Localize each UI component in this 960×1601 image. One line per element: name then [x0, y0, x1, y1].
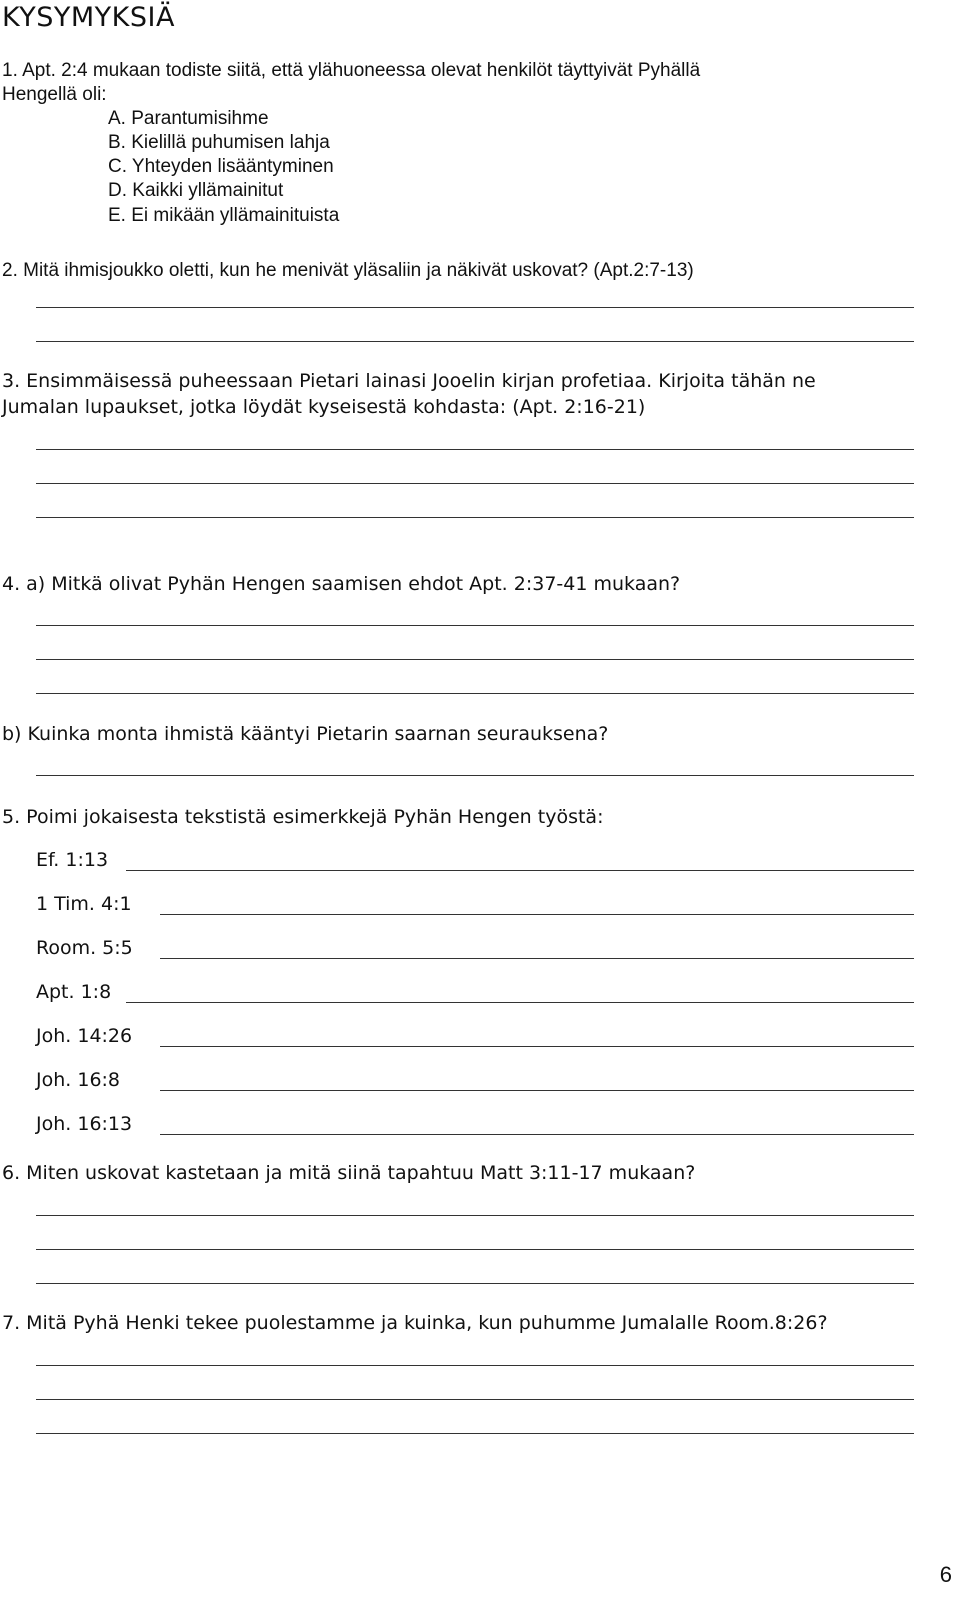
question-7: 7. Mitä Pyhä Henki tekee puolestamme ja kuinka, kun puhumme Jumalalle Room.8:26?	[2, 1312, 828, 1334]
answer-line[interactable]	[36, 1249, 914, 1250]
option-d: D. Kaikki yllämainitut	[108, 180, 284, 201]
answer-line[interactable]	[36, 1433, 914, 1434]
answer-line[interactable]	[36, 625, 914, 626]
question-5: 5. Poimi jokaisesta tekstistä esimerkkejä Pyhän Hengen työstä:	[2, 806, 604, 828]
answer-line[interactable]	[36, 1365, 914, 1366]
answer-line[interactable]	[36, 483, 914, 484]
answer-line[interactable]	[36, 449, 914, 450]
question-6: 6. Miten uskovat kastetaan ja mitä siinä tapahtuu Matt 3:11-17 mukaan?	[2, 1162, 696, 1184]
option-b: B. Kielillä puhumisen lahja	[108, 132, 330, 153]
answer-line[interactable]	[36, 775, 914, 776]
answer-line[interactable]	[160, 914, 914, 915]
answer-line[interactable]	[36, 1215, 914, 1216]
question-1-line-1: 1. Apt. 2:4 mukaan todiste siitä, että ylähuoneessa olevat henkilöt täyttyivät Pyhällä	[2, 60, 701, 81]
answer-line[interactable]	[36, 517, 914, 518]
question-2: 2. Mitä ihmisjoukko oletti, kun he menivät yläsaliin ja näkivät uskovat? (Apt.2:7-13)	[2, 260, 694, 281]
question-3-line-1: 3. Ensimmäisessä puheessaan Pietari lainasi Jooelin kirjan profetiaa. Kirjoita tähän ne	[2, 370, 816, 392]
page-title: KYSYMYKSIÄ	[2, 2, 175, 33]
answer-line[interactable]	[36, 341, 914, 342]
reference-label: 1 Tim. 4:1	[36, 893, 132, 915]
option-c: C. Yhteyden lisääntyminen	[108, 156, 334, 177]
option-e: E. Ei mikään yllämainituista	[108, 205, 340, 226]
answer-line[interactable]	[160, 1046, 914, 1047]
page-number: 6	[939, 1562, 952, 1587]
answer-line[interactable]	[126, 1002, 914, 1003]
answer-line[interactable]	[160, 958, 914, 959]
question-3-line-2: Jumalan lupaukset, jotka löydät kyseisestä kohdasta: (Apt. 2:16-21)	[2, 396, 646, 418]
reference-label: Joh. 14:26	[36, 1025, 133, 1047]
reference-label: Joh. 16:13	[36, 1113, 133, 1135]
answer-line[interactable]	[126, 870, 914, 871]
question-1-line-2: Hengellä oli:	[2, 84, 107, 105]
question-4b: b) Kuinka monta ihmistä kääntyi Pietarin saarnan seurauksena?	[2, 723, 609, 745]
answer-line[interactable]	[36, 693, 914, 694]
answer-line[interactable]	[36, 659, 914, 660]
answer-line[interactable]	[36, 307, 914, 308]
option-a: A. Parantumisihme	[108, 108, 269, 129]
answer-line[interactable]	[36, 1283, 914, 1284]
answer-line[interactable]	[160, 1090, 914, 1091]
answer-line[interactable]	[160, 1134, 914, 1135]
reference-label: Apt. 1:8	[36, 981, 112, 1003]
reference-label: Ef. 1:13	[36, 849, 109, 871]
answer-line[interactable]	[36, 1399, 914, 1400]
question-4a: 4. a) Mitkä olivat Pyhän Hengen saamisen ehdot Apt. 2:37-41 mukaan?	[2, 573, 681, 595]
reference-label: Room. 5:5	[36, 937, 133, 959]
reference-label: Joh. 16:8	[36, 1069, 121, 1091]
